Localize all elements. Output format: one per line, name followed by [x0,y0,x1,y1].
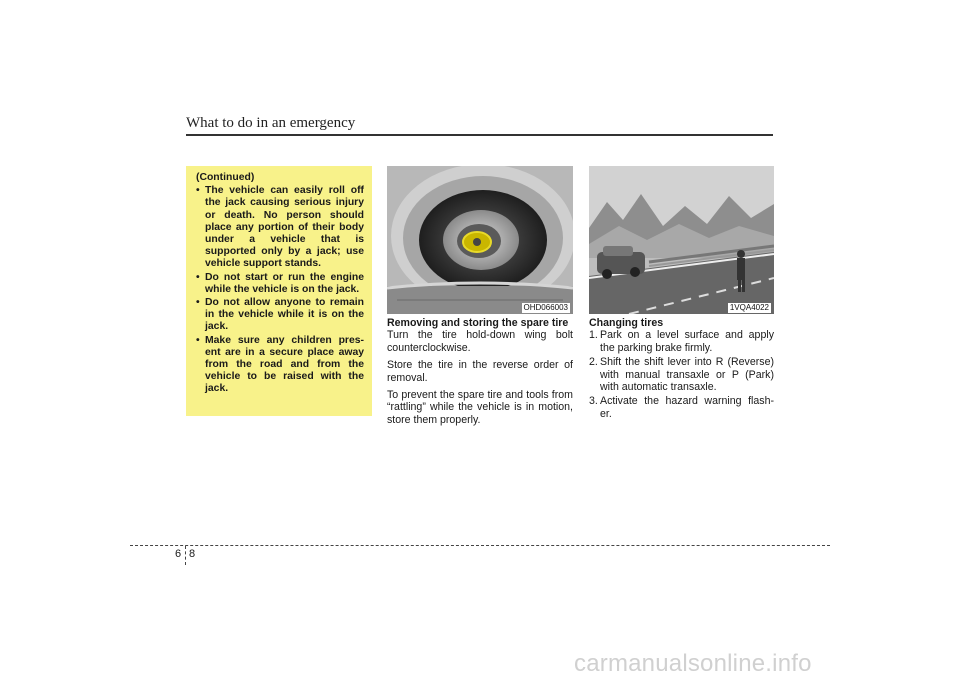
site-watermark: carmanualsonline.info [574,650,812,677]
changing-tires-section [589,317,774,422]
footer-rule [130,545,830,546]
warning-bullet: • Make sure any children pres- ent are in a secure place away from the road and from the vehicle to be raised with the jack. [196,335,364,396]
roadside-photo [589,166,774,314]
warning-bullet: • The vehicle can easily roll off the jack causing serious injury or death. No person should place any portion of their body under a vehicle that is supported only by a jack; use vehicle support stands. [196,185,364,270]
spare-tire-section [387,317,573,431]
warning-box [186,166,372,416]
changing-steps-list [589,329,774,420]
spare-paragraph: Turn the tire hold-down wing bolt counterclockwise. [387,329,573,354]
spare-tire-photo [387,166,573,314]
step-number: 3. [589,395,598,408]
step-text: Activate the hazard warning flash- er. [600,395,774,420]
spare-section-heading: Removing and storing the spare tire [387,317,569,329]
step-item [589,395,774,420]
page-header-title: What to do in an emergency [186,115,356,131]
spare-tire-illustration [387,166,573,314]
warning-bullet: • Do not start or run the engine while the vehicle is on the jack. [196,272,364,296]
step-item [589,356,774,393]
warning-list [196,185,364,395]
header-rule [186,134,773,136]
footer-divider [185,546,186,565]
step-number: 2. [589,356,598,369]
step-item [589,329,774,354]
page-number: 8 [189,548,196,560]
roadside-illustration [589,166,774,314]
roadside-image-code: 1VQA4022 [729,303,769,312]
warning-bullet: • Do not allow anyone to remain in the vehicle while it is on the jack. [196,297,364,334]
changing-section-heading: Changing tires [589,317,664,329]
spare-paragraph: To prevent the spare tire and tools from “rattling” while the vehicle is in motion, store them properly. [387,389,573,426]
spare-image-code: OHD066003 [523,303,568,312]
warning-continued-label: (Continued) [196,172,255,183]
step-number: 1. [589,329,598,342]
step-text: Park on a level surface and apply the parking brake firmly. [600,329,774,354]
spare-paragraph: Store the tire in the reverse order of removal. [387,359,573,384]
chapter-number: 6 [175,548,182,560]
step-text: Shift the shift lever into R (Reverse) with manual transaxle or P (Park) with automatic transaxle. [600,356,774,394]
